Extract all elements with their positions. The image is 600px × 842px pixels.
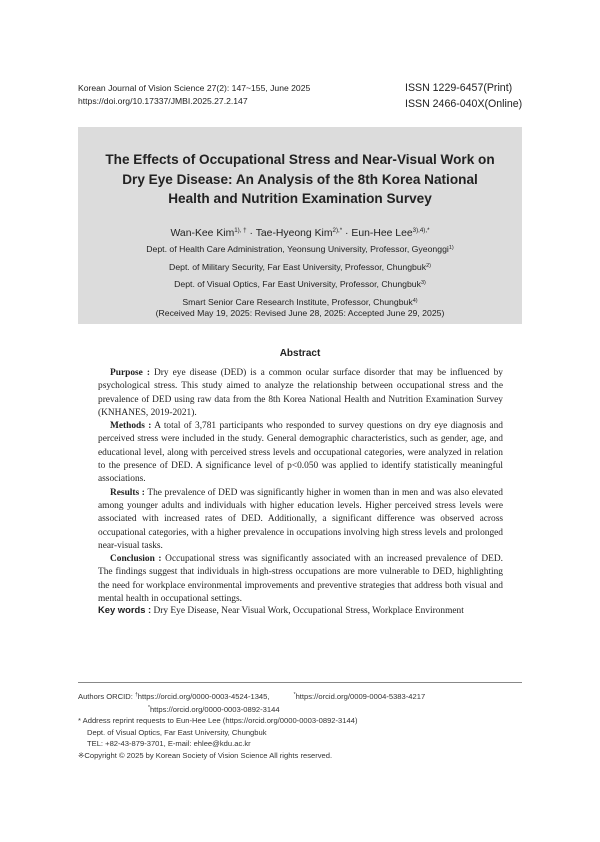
author-name: Wan-Kee Kim (170, 228, 235, 239)
methods-label: Methods : (110, 421, 152, 432)
orcid-line-1: Authors ORCID: †https://orcid.org/0000-0003-4524-1345, *https://orcid.org/0009-0004-5383-4217 (78, 692, 426, 701)
author-mark: 1), † (234, 227, 247, 234)
author-mark: 2),* (332, 227, 343, 234)
affiliation: Dept. of Visual Optics, Far East University, Professor, Chungbuk$^{3)}$ (174, 279, 426, 289)
abstract-methods (98, 420, 503, 486)
abstract-body (98, 367, 503, 606)
purpose-text: Dry eye disease (DED) is a common ocular surface disorder that may be influenced by psychological stress. This study aimed to analyze the relationship between occupational stress and the prevalence of DED using raw data from the 8th Korea National Health and Nutrition Examination Survey (KNHANES, 2019-2021). (98, 368, 503, 418)
affiliation: Smart Senior Care Research Institute, Professor, Chungbuk$^{4)}$ (182, 296, 418, 307)
author-name: Tae-Hyeong Kim (255, 228, 333, 239)
affiliation-list (78, 240, 522, 310)
author-separator: · (249, 228, 253, 239)
copyright: ※Copyright © 2025 by Korean Society of Vision Science All rights reserved. (78, 750, 333, 760)
abstract-conclusion (98, 553, 503, 606)
results-label: Results : (110, 487, 145, 498)
reprint-address: Dept. of Visual Optics, Far East University, Chungbuk (87, 727, 267, 737)
paper-title (78, 150, 522, 209)
journal-header-right (405, 81, 522, 112)
footnotes (78, 690, 522, 761)
keywords-text: Dry Eye Disease, Near Visual Work, Occupational Stress, Workplace Environment (153, 606, 464, 616)
journal-citation: Korean Journal of Vision Science 27(2): 147~155, June 2025 (78, 83, 311, 93)
author-list (78, 224, 522, 241)
author-mark: 3),4),* (412, 227, 430, 234)
abstract-purpose (98, 367, 503, 420)
author-name: Eun-Hee Lee (351, 228, 413, 239)
reprint-contact: TEL: +82-43-879-3701, E-mail: ehlee@kdu.ac.kr (87, 739, 251, 748)
reprint-text: Address reprint requests to Eun-Hee Lee (https://orcid.org/0000-0003-0892-3144) (82, 716, 358, 725)
orcid-link[interactable]: https://orcid.org/0000-0003-4524-1345, (137, 692, 270, 701)
purpose-label: Purpose : (110, 368, 150, 378)
abstract-results (98, 487, 503, 553)
affiliation: Dept. of Health Care Administration, Yeonsung University, Professor, Gyeonggi$^{1)}$ (146, 244, 454, 254)
issn-print: ISSN 1229-6457(Print) (405, 82, 513, 94)
conclusion-text: Occupational stress was significantly associated with an increased prevalence of DED. The findings suggest that individuals in high-stress occupations are more vulnerable to DED, highlighting the need for workplace environmental improvements and preventive strategies that address both visual and mental health in occupational settings. (98, 554, 503, 605)
affiliation: Dept. of Military Security, Far East University, Professor, Chungbuk$^{2)}$ (169, 261, 431, 272)
orcid-link[interactable]: https://orcid.org/0009-0004-5383-4217 (295, 692, 426, 701)
keywords-label: Key words : (98, 604, 152, 615)
abstract-heading: Abstract (279, 348, 321, 359)
orcid-label: Authors ORCID: (78, 692, 133, 701)
title-line: The Effects of Occupational Stress and Near-Visual Work on (105, 152, 495, 167)
orcid-link[interactable]: https://orcid.org/0000-0003-0892-3144 (149, 704, 280, 714)
methods-text: A total of 3,781 participants who responded to survey questions on dry eye diagnosis and perceived stress were included in the study. General demographic characteristics, such as gender, age, and educational level, along with perceived stress levels and occupational categories, were analyzed in relation to the presence of DED. A significance level of p<0.050 was applied to identify statistically meaningful associations. (98, 421, 503, 485)
doi-link[interactable]: https://doi.org/10.17337/JMBI.2025.27.2.147 (78, 95, 248, 106)
keywords (98, 604, 464, 616)
author-separator: · (345, 228, 349, 239)
reprint-line (78, 715, 522, 727)
issn-online: ISSN 2466-040X(Online) (405, 97, 523, 110)
journal-header-left (78, 82, 310, 107)
footnote-divider (78, 682, 522, 683)
title-box (78, 127, 522, 324)
received-dates: (Received May 19, 2025: Revised June 28, 2025: Accepted June 29, 2025) (155, 308, 445, 318)
reprint-mark: * (78, 716, 81, 725)
title-line: Dry Eye Disease: An Analysis of the 8th Korea National (122, 171, 478, 187)
title-line: Health and Nutrition Examination Survey (168, 191, 432, 206)
results-text: The prevalence of DED was significantly higher in women than in men and was also elevated among younger adults and individuals with higher education levels. Higher perceived stress levels were associated with increased rates of DED. Additionally, a significant difference was observed across occupational categories, with a higher prevalence in occupations involving high stress levels and prolonged near-visual tasks. (98, 487, 503, 551)
orcid-line-2: *https://orcid.org/0000-0003-0892-3144 (148, 704, 280, 714)
conclusion-label: Conclusion : (110, 554, 162, 565)
